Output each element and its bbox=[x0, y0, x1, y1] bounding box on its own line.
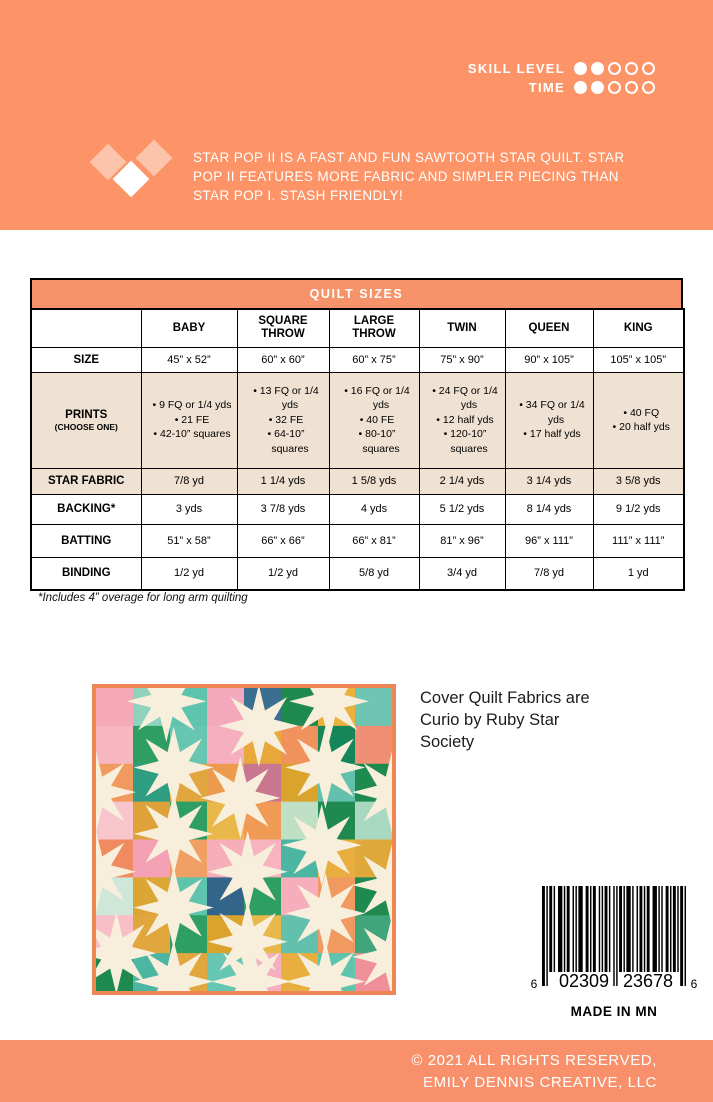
heart-diamonds-icon bbox=[95, 138, 175, 218]
barcode-bar bbox=[586, 886, 589, 972]
barcode-bar bbox=[593, 886, 596, 972]
barcode-bar bbox=[653, 886, 657, 972]
bullet-item: • 40 FQ bbox=[623, 406, 660, 419]
barcode-bar bbox=[680, 886, 683, 986]
barcode-bar bbox=[616, 886, 617, 986]
dot-empty bbox=[625, 62, 638, 75]
barcode-bar bbox=[613, 886, 614, 986]
dot-filled bbox=[574, 81, 587, 94]
cover-quilt-image bbox=[92, 684, 396, 995]
bullet-item: • 64-10” squares bbox=[267, 428, 309, 455]
barcode-bar bbox=[639, 886, 642, 972]
sawtooth-star bbox=[285, 727, 365, 809]
table-cell bbox=[593, 372, 684, 468]
quilt-patch bbox=[96, 726, 133, 764]
table-cell: 7/8 yd bbox=[141, 468, 237, 494]
column-header-large-throw: LARGE THROW bbox=[329, 309, 419, 347]
bullet-item: • 80-10” squares bbox=[358, 428, 400, 455]
barcode-bar bbox=[599, 886, 600, 972]
table-cell: 7/8 yd bbox=[505, 557, 593, 590]
barcode-bar bbox=[578, 886, 582, 972]
row-label: BINDING bbox=[31, 557, 141, 590]
barcode bbox=[528, 884, 700, 1002]
table-cell: 105” x 105” bbox=[593, 347, 684, 372]
barcode-bar bbox=[542, 886, 545, 986]
cover-fabrics-caption: Cover Quilt Fabrics are Curio by Ruby Star Society bbox=[420, 689, 590, 751]
barcode-bar bbox=[558, 886, 562, 972]
barcode-bar bbox=[567, 886, 570, 972]
dot-empty bbox=[642, 81, 655, 94]
barcode-bar bbox=[647, 886, 650, 972]
table-cell: 90” x 105” bbox=[505, 347, 593, 372]
time-label: TIME bbox=[528, 80, 565, 95]
table-cell: 75” x 90” bbox=[419, 347, 505, 372]
intro-text: STAR POP II IS A FAST AND FUN SAWTOOTH STAR QUILT. STAR POP II FEATURES MORE FABRIC AND SIMPLER PIECING THAN STAR POP I. STASH FRIENDLY! bbox=[193, 150, 625, 203]
barcode-bar bbox=[626, 886, 630, 972]
table-cell: 5 1/2 yds bbox=[419, 494, 505, 524]
time-row bbox=[468, 80, 655, 95]
table-cell: 81” x 96” bbox=[419, 524, 505, 557]
column-header-baby: BABY bbox=[141, 309, 237, 347]
table-row-starfabric bbox=[31, 468, 684, 494]
barcode-bar bbox=[609, 886, 610, 972]
column-header-king: KING bbox=[593, 309, 684, 347]
table-cell: 60” x 60” bbox=[237, 347, 329, 372]
bullet-item: • 42-10” squares bbox=[153, 428, 231, 441]
quilt-sizes-table-wrap bbox=[30, 278, 683, 591]
table-cell bbox=[237, 372, 329, 468]
barcode-bar bbox=[658, 886, 659, 972]
dot-empty bbox=[608, 62, 621, 75]
time-dots bbox=[574, 81, 655, 94]
table-cell: 111” x 111” bbox=[593, 524, 684, 557]
intro-banner bbox=[95, 138, 658, 218]
barcode-bar bbox=[554, 886, 555, 972]
table-row-batting bbox=[31, 524, 684, 557]
barcode-bar bbox=[573, 886, 574, 972]
barcode-digits: 6 bbox=[690, 977, 698, 991]
skill-level-label: SKILL LEVEL bbox=[467, 61, 565, 76]
barcode-digits: 6 bbox=[530, 977, 538, 991]
bullet-item: • 17 half yds bbox=[523, 428, 581, 441]
barcode-bar bbox=[602, 886, 603, 972]
quilt-patch bbox=[355, 688, 392, 726]
table-row-size bbox=[31, 347, 684, 372]
quilt-sizes-table bbox=[30, 308, 685, 591]
table-cell: 1 5/8 yds bbox=[329, 468, 419, 494]
barcode-bar bbox=[549, 886, 552, 972]
table-footnote: *Includes 4” overage for long arm quilting bbox=[38, 592, 248, 604]
barcode-bar bbox=[623, 886, 624, 972]
sawtooth-star bbox=[208, 831, 288, 913]
bullet-item: • 13 FQ or 1/4 yds bbox=[253, 384, 319, 412]
barcode-bar bbox=[605, 886, 608, 972]
bullet-item: • 34 FQ or 1/4 yds bbox=[519, 399, 585, 426]
row-label: STAR FABRIC bbox=[31, 468, 141, 494]
row-label: PRINTS (CHOOSE ONE) bbox=[31, 372, 141, 468]
table-cell bbox=[505, 372, 593, 468]
barcode-bar bbox=[619, 886, 622, 972]
table-cell bbox=[419, 372, 505, 468]
column-header-twin: TWIN bbox=[419, 309, 505, 347]
footer-copyright bbox=[0, 1040, 713, 1102]
dot-empty bbox=[625, 81, 638, 94]
row-label: BACKING* bbox=[31, 494, 141, 524]
column-header-row bbox=[31, 309, 684, 347]
row-label: BATTING bbox=[31, 524, 141, 557]
barcode-bar bbox=[637, 886, 638, 972]
table-cell: 66” x 66” bbox=[237, 524, 329, 557]
skill-level-row bbox=[468, 61, 655, 76]
barcode-bar bbox=[632, 886, 633, 972]
barcode-bar bbox=[673, 886, 676, 972]
dot-filled bbox=[574, 62, 587, 75]
sawtooth-star bbox=[134, 793, 214, 875]
barcode-bar bbox=[546, 886, 547, 986]
copyright-line-2: EMILY DENNIS CREATIVE, LLC bbox=[423, 1074, 657, 1091]
bullet-item: • 120-10” squares bbox=[443, 428, 488, 455]
table-cell: 60” x 75” bbox=[329, 347, 419, 372]
barcode-bar bbox=[564, 886, 565, 972]
corner-cell bbox=[31, 309, 141, 347]
table-title: QUILT SIZES bbox=[30, 278, 683, 308]
sawtooth-star bbox=[134, 867, 214, 949]
table-cell: 4 yds bbox=[329, 494, 419, 524]
table-cell: 3 7/8 yds bbox=[237, 494, 329, 524]
table-cell bbox=[141, 372, 237, 468]
barcode-bar bbox=[670, 886, 671, 972]
quilt-patch bbox=[96, 688, 133, 726]
barcode-graphic bbox=[528, 884, 700, 1002]
table-cell: 1 yd bbox=[593, 557, 684, 590]
table-cell: 5/8 yd bbox=[329, 557, 419, 590]
table-cell: 1/2 yd bbox=[237, 557, 329, 590]
bullet-item: • 20 half yds bbox=[612, 421, 670, 433]
table-row-backing bbox=[31, 494, 684, 524]
table-cell: 1 1/4 yds bbox=[237, 468, 329, 494]
table-cell: 45” x 52” bbox=[141, 347, 237, 372]
sawtooth-star bbox=[200, 757, 280, 839]
table-cell: 8 1/4 yds bbox=[505, 494, 593, 524]
skill-level-dots bbox=[574, 62, 655, 75]
bullet-item: • 21 FE bbox=[174, 413, 210, 426]
bullet-item: • 12 half yds bbox=[436, 413, 494, 426]
column-header-queen: QUEEN bbox=[505, 309, 593, 347]
sawtooth-star bbox=[282, 804, 362, 886]
bullet-item: • 24 FQ or 1/4 yds bbox=[432, 384, 498, 412]
dot-filled bbox=[591, 81, 604, 94]
bullet-item: • 40 FE bbox=[359, 413, 395, 426]
barcode-digits: 02309 bbox=[558, 971, 610, 991]
barcode-bar bbox=[677, 886, 678, 972]
table-row-prints bbox=[31, 372, 684, 468]
column-header-square-throw: SQUARE THROW bbox=[237, 309, 329, 347]
table-cell: 66” x 81” bbox=[329, 524, 419, 557]
bullet-item: • 32 FE bbox=[268, 413, 304, 426]
quilt-patch bbox=[355, 726, 392, 764]
dot-filled bbox=[591, 62, 604, 75]
table-cell: 1/2 yd bbox=[141, 557, 237, 590]
table-cell: 51” x 58” bbox=[141, 524, 237, 557]
header-orange-block bbox=[0, 0, 713, 230]
dot-empty bbox=[608, 81, 621, 94]
quilt-graphic bbox=[96, 688, 392, 991]
barcode-bar bbox=[644, 886, 645, 972]
barcode-bar bbox=[661, 886, 662, 972]
barcode-bar bbox=[685, 886, 686, 986]
row-label: SIZE bbox=[31, 347, 141, 372]
table-cell: 96” x 111” bbox=[505, 524, 593, 557]
table-cell: 2 1/4 yds bbox=[419, 468, 505, 494]
table-cell: 3/4 yd bbox=[419, 557, 505, 590]
bullet-item: • 9 FQ or 1/4 yds bbox=[152, 399, 232, 412]
barcode-bar bbox=[666, 886, 669, 972]
table-cell: 3 yds bbox=[141, 494, 237, 524]
bullet-item: • 16 FQ or 1/4 yds bbox=[344, 384, 410, 412]
dot-empty bbox=[642, 62, 655, 75]
barcode-bar bbox=[575, 886, 576, 972]
table-row-binding bbox=[31, 557, 684, 590]
copyright-line-1: © 2021 ALL RIGHTS RESERVED, bbox=[411, 1052, 657, 1069]
table-cell: 3 5/8 yds bbox=[593, 468, 684, 494]
table-cell: 3 1/4 yds bbox=[505, 468, 593, 494]
barcode-bar bbox=[590, 886, 591, 972]
made-in-label: MADE IN MN bbox=[570, 1004, 658, 1019]
table-cell bbox=[329, 372, 419, 468]
table-cell: 9 1/2 yds bbox=[593, 494, 684, 524]
barcode-digits: 23678 bbox=[622, 971, 674, 991]
skill-time-ratings bbox=[468, 61, 655, 99]
